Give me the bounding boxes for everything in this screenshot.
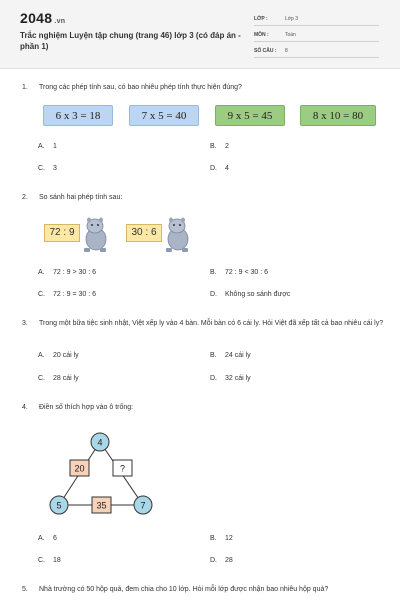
expression-box-2: 7 x 5 = 40 [129,105,199,126]
compare-box-left: 72 : 9 [44,224,80,242]
node-left-label: 5 [56,500,62,511]
hippo-illustration-icon [80,216,110,252]
expression-box-4: 8 x 10 = 80 [300,105,376,126]
page-header [0,0,400,69]
box-right-label: ? [119,463,126,474]
meta-subject: MÔN : Toán [254,29,379,42]
node-top-label: 4 [97,437,103,448]
document-title: Trắc nghiệm Luyện tập chung (trang 46) lớp 3 (có đáp án - phần 1) [20,31,241,51]
meta-grade: LỚP : Lớp 3 [254,13,379,26]
box-left-label: 20 [74,463,85,474]
expression-box-3: 9 x 5 = 45 [215,105,285,126]
number-triangle-diagram [40,426,170,520]
compare-box-right: 30 : 6 [126,224,162,242]
node-right-label: 7 [140,500,146,511]
hippo-illustration-icon [162,216,192,252]
expression-box-1: 6 x 3 = 18 [43,105,113,126]
meta-question-count: SỐ CÂU : 8 [254,45,379,58]
site-logo[interactable]: 2048 .vn [20,10,66,26]
box-bottom-label: 35 [96,500,107,511]
